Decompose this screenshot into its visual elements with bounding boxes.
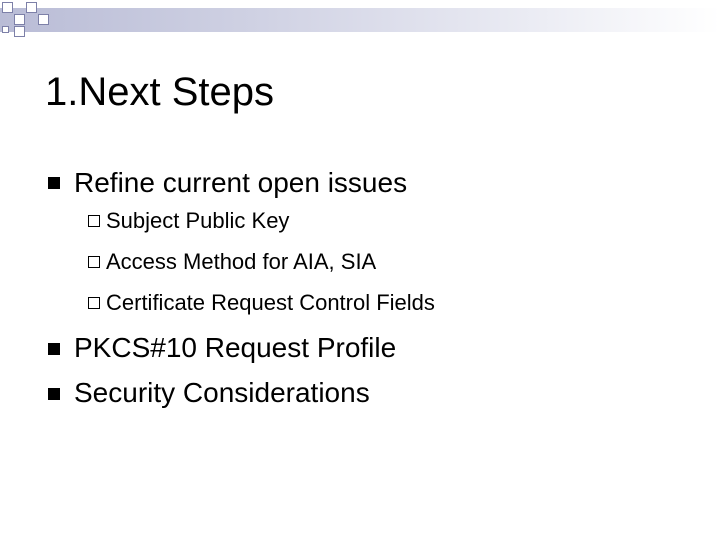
sub-bullet-box-icon bbox=[88, 256, 100, 268]
decorative-square bbox=[14, 26, 25, 37]
bullet-square-icon bbox=[48, 388, 60, 400]
slide-title: 1.Next Steps bbox=[45, 70, 275, 114]
sub-bullet-item: Certificate Request Control Fields bbox=[106, 290, 435, 315]
bullet-item: PKCS#10 Request Profile bbox=[74, 332, 397, 363]
sub-bullet-box-icon bbox=[88, 297, 100, 309]
sub-bullet-item: Access Method for AIA, SIA bbox=[106, 249, 377, 274]
decorative-square bbox=[38, 14, 49, 25]
decorative-square bbox=[26, 2, 37, 13]
header-gradient-bar bbox=[0, 8, 720, 32]
decorative-square bbox=[2, 26, 9, 33]
bullet-square-icon bbox=[48, 343, 60, 355]
sub-bullet-box-icon bbox=[88, 215, 100, 227]
sub-bullet-item: Subject Public Key bbox=[106, 208, 290, 233]
bullet-square-icon bbox=[48, 177, 60, 189]
decorative-square bbox=[2, 2, 13, 13]
bullet-item: Refine current open issues bbox=[74, 167, 408, 198]
decorative-header-band bbox=[0, 0, 720, 40]
decorative-square bbox=[14, 14, 25, 25]
bullet-item: Security Considerations bbox=[74, 377, 370, 408]
